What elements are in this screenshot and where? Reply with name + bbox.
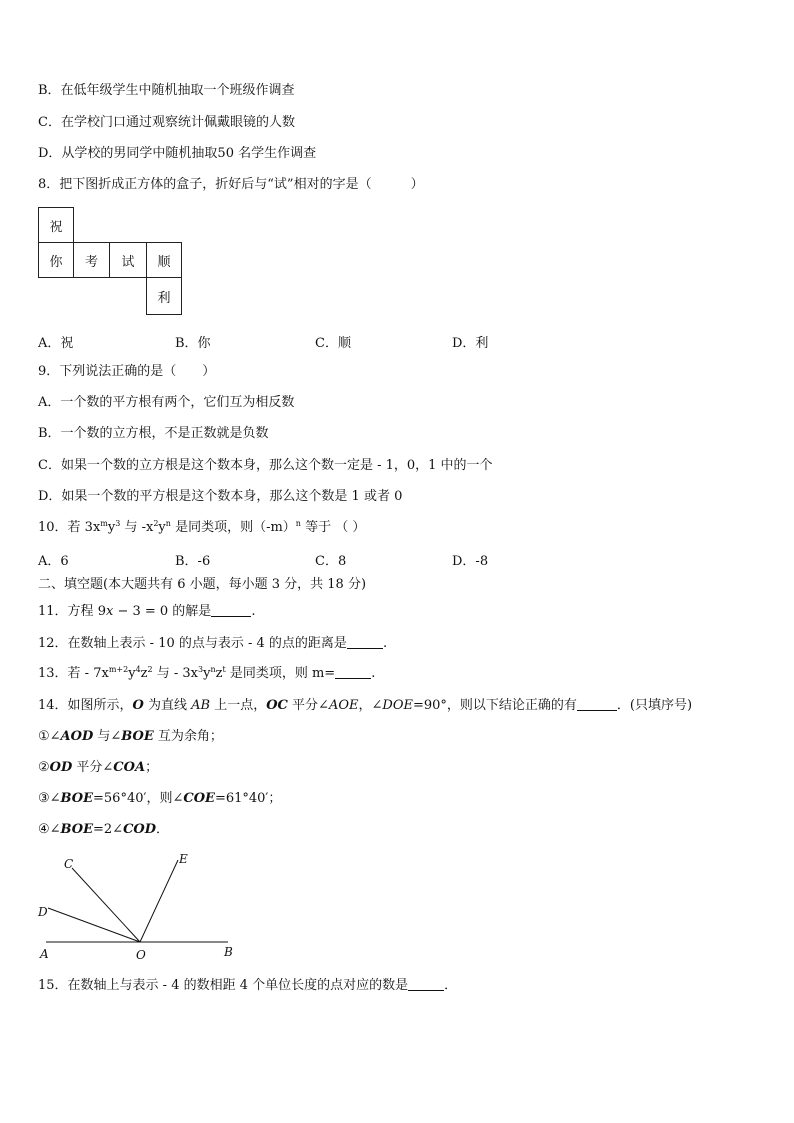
q10-options [38, 550, 758, 568]
q9-option-c: C．如果一个数的立方根是这个数本身，那么这个数一定是 - 1，0，1 中的一个 [38, 458, 493, 473]
q8-option-a: A．祝 [38, 336, 74, 351]
q14-var: OC [266, 698, 288, 713]
q13-text: z [140, 666, 148, 681]
q14-c-text: ③∠ [38, 791, 61, 806]
q14-c-var: BOE [121, 729, 154, 744]
ray-oc [72, 868, 140, 942]
q13-end: . [371, 666, 376, 681]
q9-option-d: D．如果一个数的平方根是这个数本身，那么这个数是 1 或者 0 [38, 489, 403, 504]
q12-text: 12．在数轴上表示 - 10 的点与表示 - 4 的点的距离是 [38, 636, 347, 651]
net-cell-kao: 考 [73, 242, 110, 278]
q15-stem [38, 977, 457, 995]
q14-c-var: BOE [60, 791, 94, 806]
q13-text: y [203, 666, 211, 681]
q13-exp: 3 [198, 665, 204, 674]
q13-exp: 4 [135, 665, 141, 674]
q14-c-text: 平分∠ [72, 760, 114, 775]
q13-stem [38, 665, 375, 683]
q7-option-b: B．在低年级学生中随机抽取一个班级作调查 [38, 83, 295, 98]
q14-conclusion-3 [38, 790, 281, 808]
q14-stem [38, 697, 692, 715]
net-cell-ni: 你 [38, 242, 74, 278]
q9-option-a: A．一个数的平方根有两个，它们互为相反数 [38, 395, 295, 410]
label-a: A [40, 947, 49, 961]
q14-end: ．(只填序号) [616, 698, 693, 713]
q9-stem: 9．下列说法正确的是（ ） [38, 364, 216, 379]
q14-c-var: COA [113, 760, 146, 775]
q13-text: y [128, 666, 136, 681]
q14-conclusion-4 [38, 821, 169, 839]
q14-text: 为直线 [143, 698, 192, 713]
net-cell-shi: 试 [109, 242, 147, 278]
q14-c-text: ② [38, 760, 50, 775]
q10-option-d: D．-8 [452, 554, 489, 569]
q15-text: 15．在数轴上与表示 - 4 的数相距 4 个单位长度的点对应的数是 [38, 978, 409, 993]
q7-option-d: D．从学校的男同学中随机抽取50 名学生作调查 [38, 146, 317, 161]
q10-exp: n [165, 519, 171, 528]
q10-text: 是同类项，则（-m） [170, 520, 296, 535]
q13-exp: t [222, 665, 226, 674]
net-cell-zhu: 祝 [38, 207, 74, 243]
q10-exp: m [100, 519, 108, 528]
q14-text: =90°，则以下结论正确的有 [412, 698, 577, 713]
q10-text: 10．若 3x [38, 520, 101, 535]
q13-exp: 2 [147, 665, 153, 674]
ray-od [48, 908, 140, 942]
label-b: B [224, 945, 233, 959]
q14-text: 平分∠ [287, 698, 329, 713]
label-e: E [179, 852, 188, 866]
q8-option-c: C．顺 [315, 336, 351, 351]
q14-c-text: =56°40′，则∠ [93, 791, 184, 806]
q14-conclusion-1 [38, 728, 223, 746]
q10-text: y [107, 520, 116, 535]
q10-option-a: A．6 [38, 554, 69, 569]
q15-end: ． [444, 978, 458, 993]
q10-exp: 2 [153, 519, 159, 528]
q14-c-text: ． [156, 822, 170, 837]
q14-c-text: 互为余角； [153, 729, 223, 744]
section-2-heading: 二、填空题(本大题共有 6 小题，每小题 3 分，共 18 分) [38, 577, 367, 592]
q10-stem [38, 519, 365, 537]
q13-exp: m+2 [108, 665, 129, 674]
q14-text: 上一点， [210, 698, 267, 713]
q14-c-var: AOD [60, 729, 94, 744]
q8-option-d: D．利 [452, 336, 489, 351]
q11-eq-var: x [105, 604, 114, 619]
q8-stem: 8．把下图折成正方体的盒子，折好后与“试”相对的字是（ ） [38, 177, 424, 192]
q10-exp: 3 [115, 519, 121, 528]
q14-var: AOE [328, 698, 359, 713]
q10-text: 与 -x [120, 520, 154, 535]
angle-diagram [30, 848, 240, 966]
label-o: O [136, 948, 146, 962]
q11-end: . [251, 604, 256, 619]
q11-stem [38, 603, 255, 621]
q13-text: 与 - 3x [152, 666, 199, 681]
q10-option-c: C．8 [315, 554, 347, 569]
q14-c-text: ④∠ [38, 822, 61, 837]
q14-c-var: COE [183, 791, 215, 806]
q14-conclusion-2 [38, 759, 158, 777]
q13-answer-blank[interactable] [335, 665, 371, 679]
q14-c-text: 与∠ [93, 729, 122, 744]
q14-text: 14．如图所示， [38, 698, 133, 713]
net-cell-li: 利 [146, 277, 182, 315]
q15-answer-blank[interactable] [408, 977, 444, 991]
q14-text: ，∠ [358, 698, 383, 713]
q10-exp: n [295, 519, 301, 528]
q9-option-b: B．一个数的立方根，不是正数就是负数 [38, 426, 269, 441]
q12-end: . [382, 636, 388, 651]
net-cell-shun: 顺 [146, 242, 182, 278]
q10-text: 等于 （ ） [300, 520, 366, 535]
q12-answer-blank[interactable] [347, 635, 383, 649]
q14-c-var: COD [123, 822, 157, 837]
q13-text: z [215, 666, 223, 681]
q7-option-c: C．在学校门口通过观察统计佩戴眼镜的人数 [38, 115, 295, 130]
q14-c-text: =61°40′； [214, 791, 282, 806]
q11-eq: 9 [97, 604, 106, 619]
q14-var: O [132, 698, 144, 713]
q11-text: − 3 = 0 的解是 [113, 604, 212, 619]
q14-c-text: =2∠ [93, 822, 124, 837]
q13-text: 13．若 - 7x [38, 666, 109, 681]
q10-option-b: B．-6 [175, 554, 211, 569]
q14-c-text: ①∠ [38, 729, 61, 744]
label-c: C [64, 857, 74, 871]
q11-text: 11．方程 [38, 604, 98, 619]
q8-options [38, 332, 758, 350]
ray-oe [140, 860, 178, 942]
q14-c-var: OD [49, 760, 73, 775]
q11-answer-blank[interactable] [211, 603, 251, 617]
q10-text: y [158, 520, 166, 535]
q13-exp: n [210, 665, 216, 674]
q14-answer-blank[interactable] [577, 697, 617, 711]
q14-var: AB [191, 698, 211, 713]
label-d: D [38, 905, 48, 919]
q13-text: 是同类项，则 m= [225, 666, 336, 681]
q14-c-var: BOE [60, 822, 94, 837]
q14-var: DOE [382, 698, 413, 713]
q8-option-b: B．你 [175, 336, 211, 351]
q12-stem [38, 635, 387, 653]
q14-c-text: ； [145, 760, 159, 775]
